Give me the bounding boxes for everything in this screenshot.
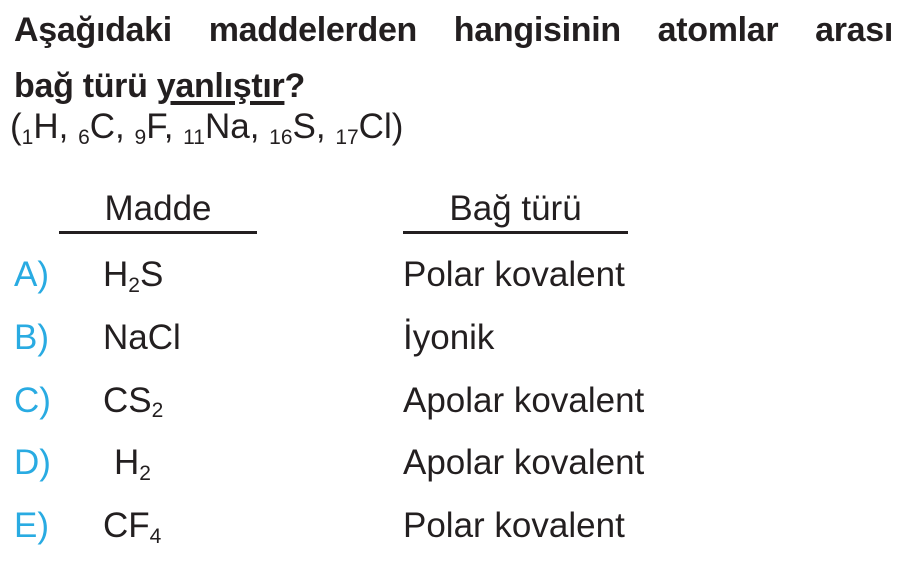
option-row[interactable]: [0, 381, 913, 444]
option-bond-type: Apolar kovalent: [403, 380, 645, 420]
option-bond-type: İyonik: [403, 317, 495, 357]
option-formula: $H_2$: [114, 443, 151, 486]
given-atomic-numbers: ($_1H$, $_6$C, $_9$F, $_{11}$Na, $_{16}$S, $_{17}$Cl): [10, 107, 404, 149]
option-formula: $CF_4$: [103, 506, 162, 548]
option-formula: $H_2S$: [103, 255, 164, 297]
option-letter[interactable]: C): [14, 380, 51, 420]
option-row[interactable]: [0, 318, 913, 381]
option-formula: NaCl: [103, 317, 181, 357]
option-bond-type: Polar kovalent: [403, 506, 625, 545]
options-list: [0, 255, 913, 569]
option-letter[interactable]: D): [14, 443, 51, 483]
option-row[interactable]: [0, 443, 913, 506]
option-letter[interactable]: A): [14, 255, 49, 294]
option-bond-type: Polar kovalent: [403, 255, 625, 294]
option-formula: $CS_2$: [103, 380, 164, 423]
option-letter[interactable]: E): [14, 506, 49, 545]
option-letter[interactable]: B): [14, 317, 49, 357]
option-bond-type: Apolar kovalent: [403, 443, 645, 483]
question-text-line2: bağ türü yanlıştır?: [14, 67, 305, 105]
column-header-madde: Madde: [59, 189, 257, 234]
option-row[interactable]: [0, 255, 913, 318]
option-row[interactable]: [0, 506, 913, 569]
column-header-bag-turu: Bağ türü: [403, 189, 628, 234]
question-text-line1: Aşağıdaki maddelerden hangisinin atomlar arası: [14, 11, 893, 49]
